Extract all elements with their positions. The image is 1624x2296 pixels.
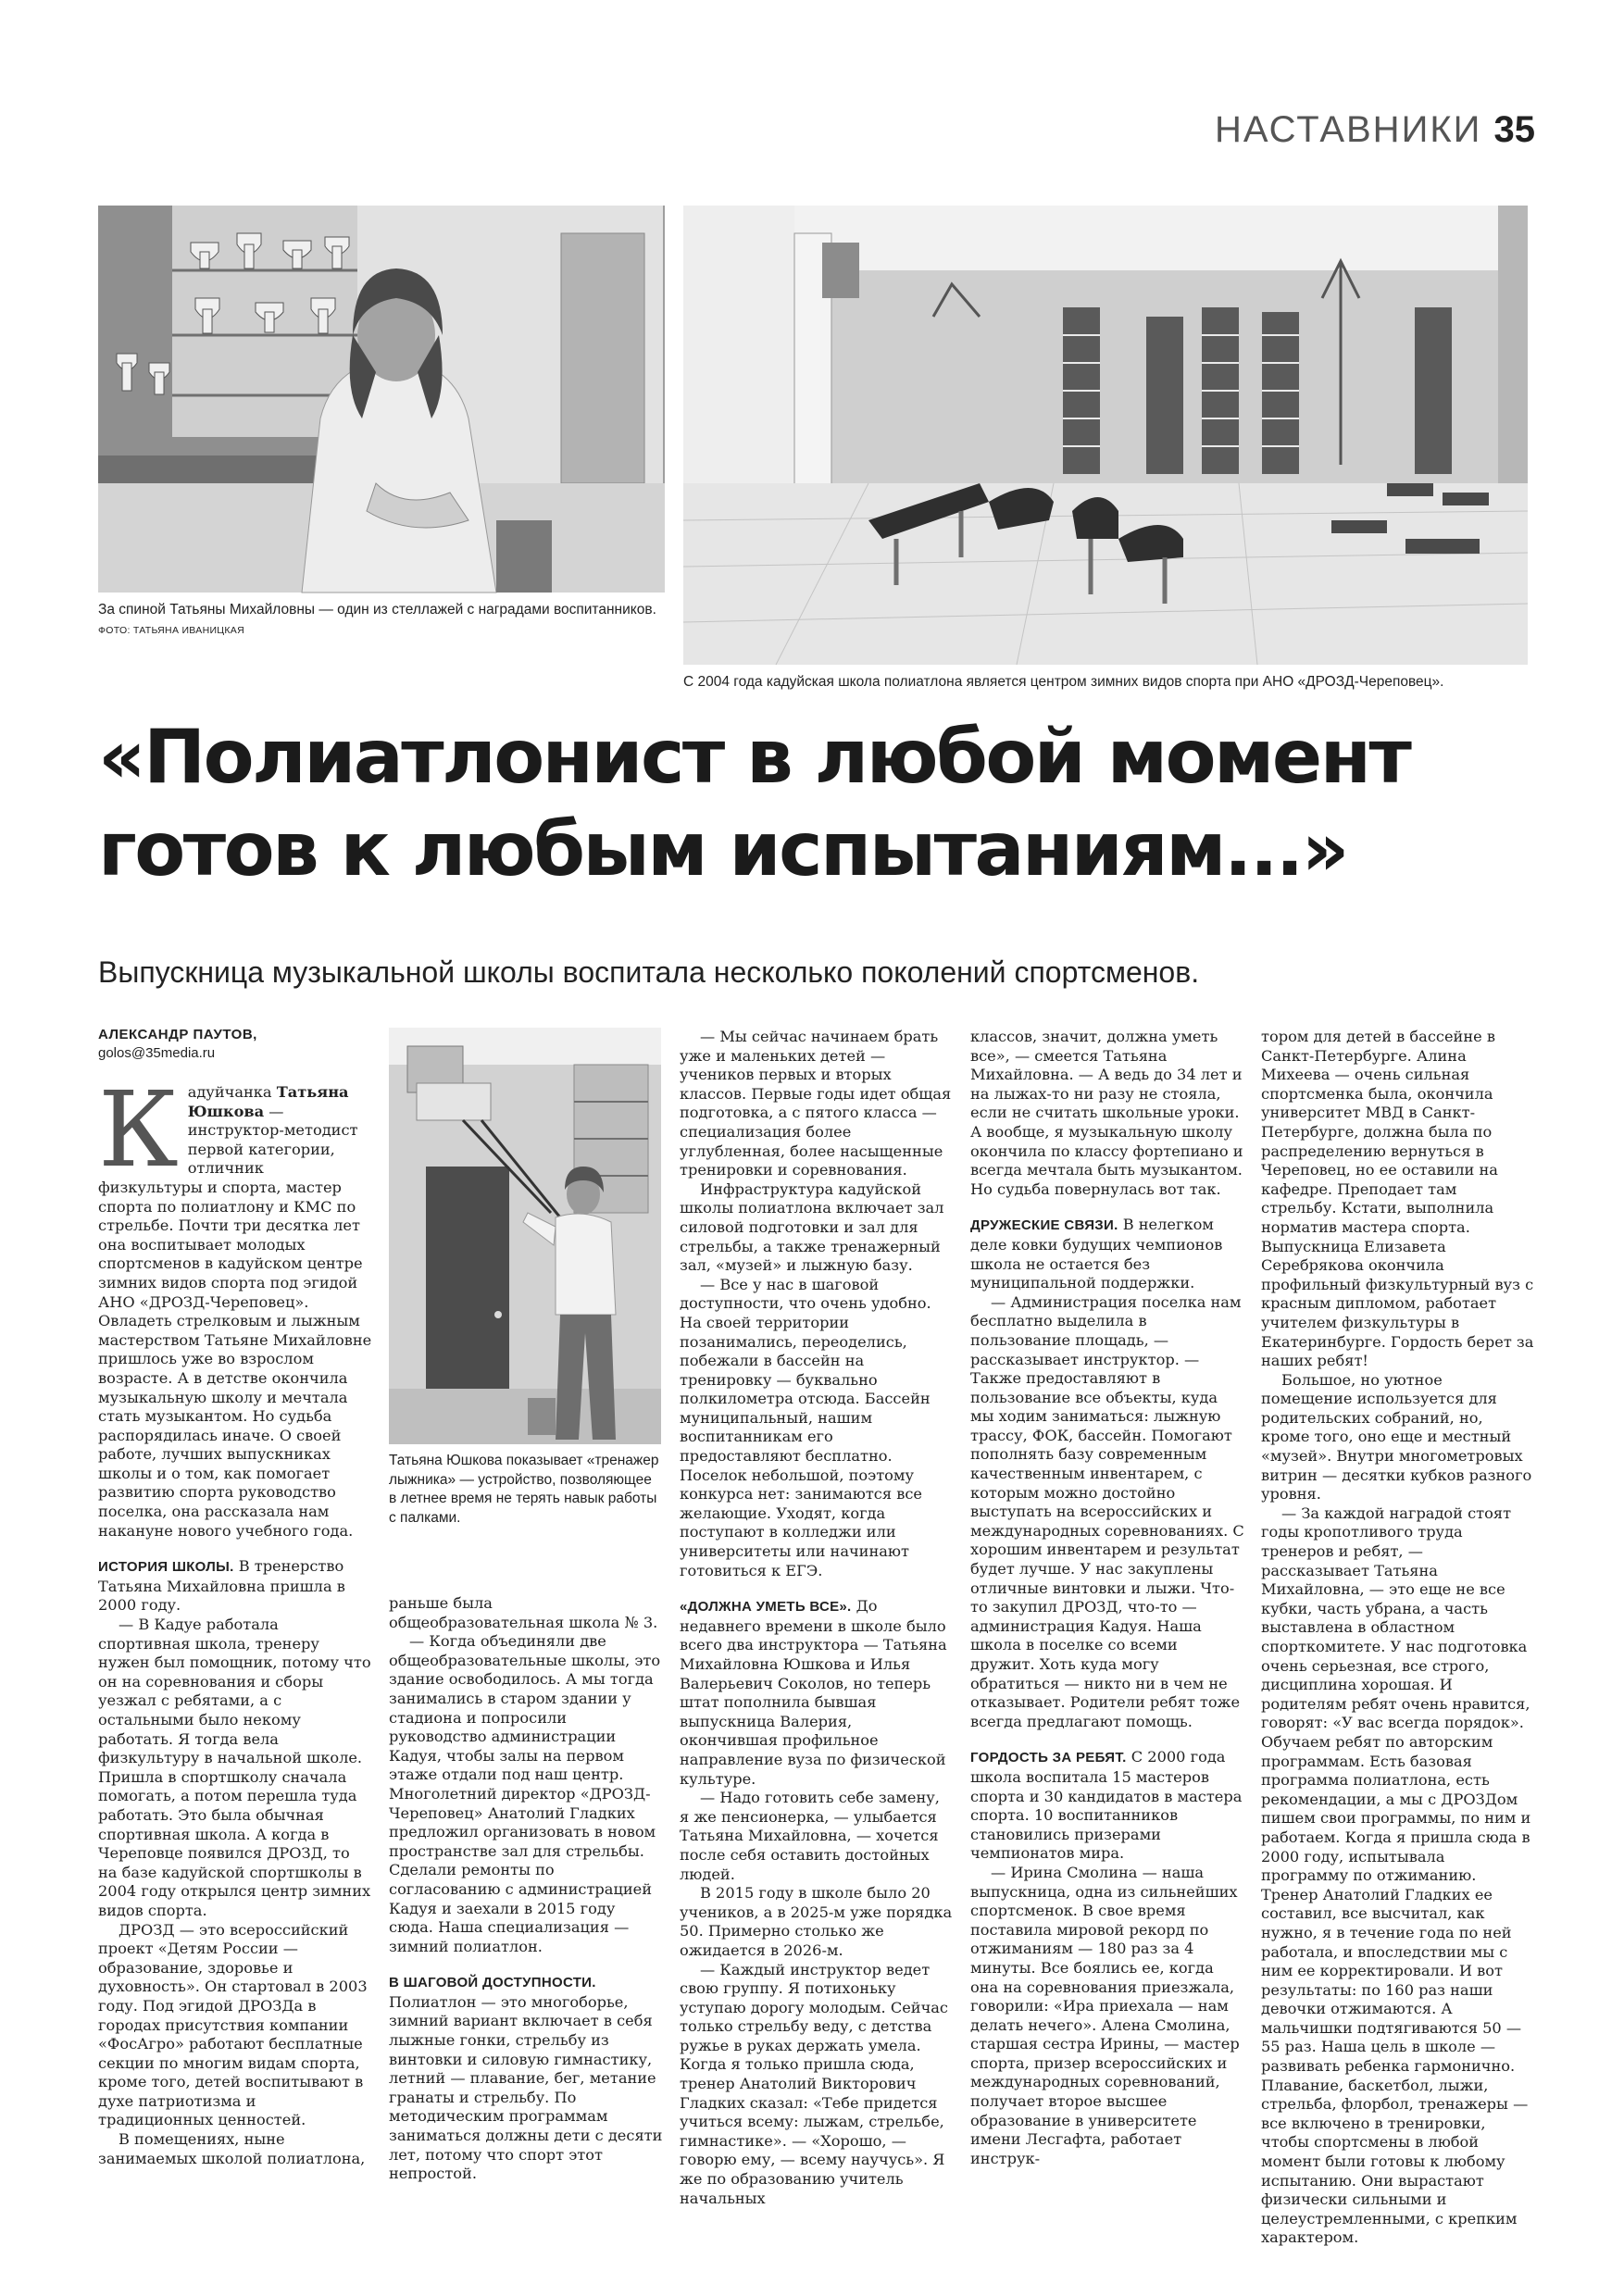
article-paragraph: тором для детей в бассейне в Санкт-Петербурге. Алина Михеева — очень сильная спортсменка была, окончила университет МВД в Санкт-Петербурге, должна была по распределению вернуться в Череповец, но ее оставили на кафедре. Преподает там стрельбу. Кстати, выполнила норматив мастера спорта. Выпускница Елизавета Серебрякова окончила профильный физкультурный вуз с красным дипломом, работает учителем физкультуры в Екатеринбурге. Гордость берет за наших ребят!	[1261, 1028, 1534, 1370]
section-header	[1215, 109, 1535, 151]
caption-text: Татьяна Юшкова показывает «тренажер лыжника» — устройство, позволяющее в летнее время не терять навык работы с палками.	[389, 1453, 659, 1526]
article-column-2	[389, 1594, 663, 2183]
article-paragraph: — Мы сейчас начинаем брать уже и маленьких детей — учеников первых и вторых классов. Первые годы идет общая подготовка, а с пятого класса — специализация более углубленная, более насыщенные тренировки и соревнования.	[680, 1028, 952, 1179]
coach-portrait-illustration	[98, 206, 665, 593]
article-paragraph: ГОРДОСТЬ ЗА РЕБЯТ. С 2000 года школа воспитала 15 мастеров спорта и 30 кандидатов в мастера спорта. 10 воспитанников становились призерами чемпионатов мира.	[970, 1748, 1243, 1863]
byline-author: АЛЕКСАНДР ПАУТОВ,	[98, 1027, 257, 1042]
article-column-4	[970, 1028, 1244, 2180]
section-name: НАСТАВНИКИ	[1214, 109, 1482, 150]
article-paragraph: — Администрация поселка нам бесплатно выделила в пользование площадь, — рассказывает инструктор. — Также предоставляют в пользование все объекты, куда мы ходим заниматься: лыжную трассу, ФОК, бассейн. Помогают пополнять базу современным качественным инвентарем, с которым можно достойно выступать на всероссийских и международных соревнованиях. С хорошим инвентарем и результат будет лучше. У нас закуплены отличные винтовки и лыжи. Что-то закупил ДРОЗД, что-то — администрация Кадуя. Наша школа в поселке со всеми дружит. Хоть куда могу обратиться — никто ни в чем не отказывает. Родители ребят тоже всегда предлагают помощь.	[970, 1292, 1244, 1730]
article-column-1	[98, 1070, 372, 2180]
gym-hall-illustration	[683, 206, 1528, 665]
person-name: Татьяна Юшкова	[187, 1083, 349, 1120]
byline-email: golos@35media.ru	[98, 1045, 216, 1061]
article-paragraph: В помещениях, ныне занимаемых школой полиатлона,	[98, 2130, 366, 2167]
photo-coach-ski-trainer	[389, 1028, 661, 1444]
subheading: В ШАГОВОЙ ДОСТУПНОСТИ.	[389, 1975, 596, 1991]
subheading: «ДОЛЖНА УМЕТЬ ВСЕ».	[680, 1599, 852, 1616]
article-paragraph: раньше была общеобразовательная школа № 3.	[389, 1594, 658, 1631]
photo-gym-hall	[683, 206, 1528, 665]
article-paragraph: — За каждой наградой стоят годы кропотливого труда тренеров и ребят, — рассказывает Татьяна Михайловна, — это еще не все кубки, часть убрана, а часть выставлена в областном спорткомитете. У нас подготовка очень серьезная, все строго, дисциплина хорошая. И родителям ребят очень нравится, говорят: «У вас всегда порядок». Обучаем ребят по авторским программам. Есть базовая программа полиатлона, есть рекомендации, а мы с ДРОЗДом пишем свои программы, по ним и работаем. Когда я пришла сюда в 2000 году, испытывала программу по отжиманию. Тренер Анатолий Гладких ее составил, все высчитал, как нужно, я в течение года по ней работала, и впоследствии мы с ним ее корректировали. И вот результаты: по 160 раз наши девочки отжимаются. А мальчишки подтягиваются 50 — 55 раз. Наша цель в школе — развивать ребенка гармонично. Плавание, баскетбол, лыжи, стрельба, флорбол, тренажеры — все включено в тренировки, чтобы спортсмены в любой момент были готовы к любому испытанию. Они вырастают физически сильными и целеустремленными, с крепким характером.	[1261, 1504, 1531, 2247]
drop-cap: К	[98, 1070, 179, 1191]
page-number: 35	[1493, 109, 1535, 150]
article-paragraph: ДРУЖЕСКИЕ СВЯЗИ. В нелегком деле ковки будущих чемпионов школа не остается без муниципальной поддержки.	[970, 1216, 1223, 1292]
article-paragraph: — В Кадуе работала спортивная школа, тренеру нужен был помощник, потому что он на соревнования и сборы уезжал с ребятами, а с остальными было некому работать. Я тогда вела физкультуру в начальной школе. Пришла в спортшколу сначала помогать, а потом перешла туда работать. Это была обычная спортивная школа. А когда в Череповце появился ДРОЗД, то на базе кадуйской спортшколы в 2004 году открылся центр зимних видов спорта.	[98, 1616, 371, 1919]
caption-text: С 2004 года кадуйская школа полиатлона является центром зимних видов спорта при АНО «ДРОЗД-Череповец».	[683, 674, 1444, 690]
article-paragraph: — Каждый инструктор ведет свою группу. Я потихоньку уступаю дорогу молодым. Сейчас только стрельбу веду, с детства ружье в руках держать умела. Когда я только пришла сюда, тренер Анатолий Викторович Гладких сказал: «Тебе придется учиться всему: лыжам, стрельбе, гимнастике». — «Хорошо, — говорю ему, — всему научусь». Я же по образованию учитель начальных	[680, 1960, 948, 2207]
headline: «Полиатлонист в любой момент готов к любым испытаниям...»	[98, 714, 1410, 892]
paragraph-gap	[389, 1956, 663, 1973]
article-paragraph: — Когда объединяли две общеобразовательные школы, это здание освободилось. А мы тогда занимались в старом здании у стадиона и попросили руководство администрации Кадуя, чтобы залы на первом этаже отдали под наш центр. Многолетний директор «ДРОЗД-Череповец» Анатолий Гладких предложил организовать в новом пространстве зал для стрельбы. Сделали ремонты по согласованию с администрацией Кадуя и заехали в 2015 году сюда. Наша специализация — зимний полиатлон.	[389, 1632, 661, 1955]
subheading: ГОРДОСТЬ ЗА РЕБЯТ.	[970, 1750, 1127, 1766]
article-paragraph: ИСТОРИЯ ШКОЛЫ. В тренерство Татьяна Михайловна пришла в 2000 году.	[98, 1557, 345, 1615]
paragraph-gap	[970, 1731, 1244, 1748]
paragraph-gap	[970, 1199, 1244, 1216]
lede: Выпускница музыкальной школы воспитала несколько поколений спортсменов.	[98, 955, 1200, 989]
subheading: ИСТОРИЯ ШКОЛЫ.	[98, 1559, 234, 1576]
paragraph-gap	[680, 1580, 954, 1597]
article-intro-paragraph: Кадуйчанка Татьяна Юшкова — инструктор-методист первой категории, отличник физкультуры и спорта, мастер спорта по полиатлону и КМС по стрельбе. Почти три десятка лет она воспитывает молодых спортсменов в кадуйском центре зимних видов спорта под эгидой АНО «ДРОЗД-Череповец». Овладеть стрелковым и лыжным мастерством Татьяне Михайловне пришлось уже во взрослом возрасте. А в детстве окончила музыкальную школу и мечтала стать музыкантом. Но судьба распорядилась иначе. О своей работе, лучших выпускниках школы и о том, как помогает развитию спорта руководство поселка, она рассказала нам накануне нового учебного года.	[98, 1070, 372, 1540]
article-paragraph: «ДОЛЖНА УМЕТЬ ВСЕ». До недавнего времени в школе было всего два инструктора — Татьяна Михайловна Юшкова и Илья Валерьевич Соколов, но теперь штат пополнила бывшая выпускница Валерия, окончившая профильное направление вуза по физической культуре.	[680, 1597, 947, 1788]
article-paragraph: В 2015 году в школе было 20 учеников, а в 2025-м уже порядка 50. Примерно столько же ожидается в 2026-м.	[680, 1884, 953, 1959]
article-paragraph: — Надо готовить себе замену, я же пенсионерка, — улыбается Татьяна Михайловна, — хочется после себя оставить достойных людей.	[680, 1789, 940, 1883]
photo-coach-portrait	[98, 206, 665, 593]
caption-ski-trainer	[389, 1452, 661, 1528]
article-column-3	[680, 1028, 954, 2207]
article-paragraph: — Все у нас в шаговой доступности, что очень удобно. На своей территории позанимались, переоделись, побежали в бассейн на тренировку — буквально полкилометра отсюда. Бассейн муниципальный, нашим воспитанникам его предоставляют бесплатно. Поселок небольшой, поэтому конкурса нет: занимаются все желающие. Уходят, когда поступают в колледжи или университеты или начинают готовиться к ЕГЭ.	[680, 1275, 931, 1579]
caption-coach-portrait	[98, 600, 665, 641]
ski-trainer-illustration	[389, 1028, 661, 1444]
caption-text: За спиной Татьяны Михайловны — один из стеллажей с наградами воспитанников.	[98, 602, 656, 618]
photo-credit: ФОТО: ТАТЬЯНА ИВАНИЦКАЯ	[98, 625, 244, 636]
subheading: ДРУЖЕСКИЕ СВЯЗИ.	[970, 1217, 1118, 1234]
article-paragraph: Инфраструктура кадуйской школы полиатлона включает зал силовой подготовки и зал для стрельбы, а также тренажерный зал, «музей» и лыжную базу.	[680, 1179, 944, 1275]
article-paragraph: ДРОЗД — это всероссийский проект «Детям России — образование, здоровье и духовность». Он стартовал в 2003 году. Под эгидой ДРОЗДа в городах присутствия компании «ФосАгро» работают бесплатные секции по многим видам спорта, кроме того, детей воспитывают в духе патриотизма и традиционных ценностей.	[98, 1920, 368, 2129]
caption-gym-hall	[683, 672, 1528, 692]
paragraph-gap	[98, 1541, 372, 1557]
article-paragraph: классов, значит, должна уметь все», — смеется Татьяна Михайловна. — А ведь до 34 лет и на лыжах-то ни разу не стояла, если не считать школьные уроки. А вообще, я музыкальную школу окончила по классу фортепиано и всегда мечтала быть музыкантом. Но судьба повернулась вот так.	[970, 1028, 1243, 1198]
article-paragraph: — Ирина Смолина — наша выпускница, одна из сильнейших спортсменок. В свое время поставила мировой рекорд по отжиманиям — 180 раз за 4 минуты. Все боялись ее, когда она на соревнования приезжала, говорили: «Ира приехала — нам делать нечего». Алена Смолина, старшая сестра Ирины, — мастер спорта, призер всероссийских и международных соревнований, получает второе высшее образование в университете имени Лесгафта, работает инструк-	[970, 1863, 1240, 2167]
article-column-5	[1261, 1028, 1535, 2247]
article-paragraph: Большое, но уютное помещение используется для родительских собраний, но, кроме того, оно еще и местный «музей». Внутри многометровых витрин — десятки кубков разного уровня.	[1261, 1370, 1532, 1504]
byline	[98, 1026, 376, 1063]
article-paragraph: В ШАГОВОЙ ДОСТУПНОСТИ. Полиатлон — это многоборье, зимний вариант включает в себя лыжные гонки, стрельбу из винтовки и силовую гимнастику, летний — плавание, бег, метание гранаты и стрельбу. По методическим программам заниматься должны дети с десяти лет, потому что спорт этот непростой.	[389, 1975, 663, 2183]
